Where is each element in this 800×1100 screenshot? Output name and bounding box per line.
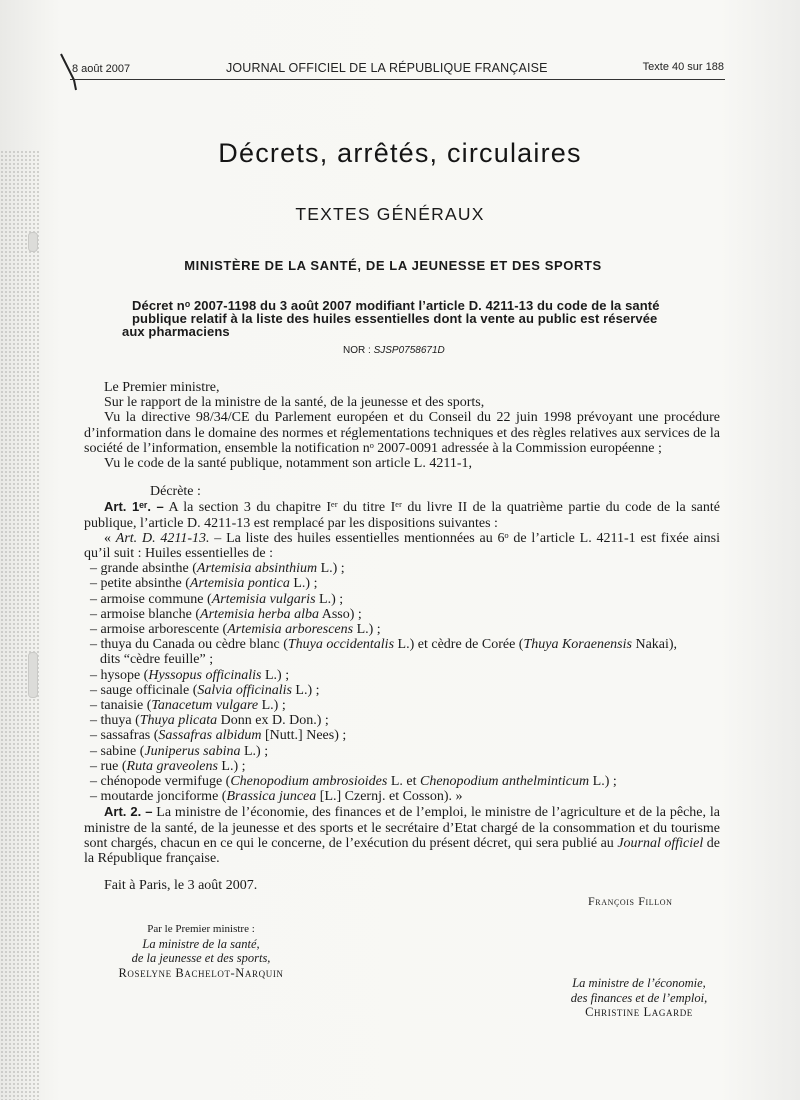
list-item: – tanaisie (Tanacetum vulgare L.) ;	[90, 698, 286, 714]
latin-name: Thuya plicata	[139, 713, 218, 729]
signatory-prime-minister: François Fillon	[588, 894, 673, 908]
article-1-text: A la section 3 du chapitre Iᵉʳ du titre Iᵉʳ du livre II de la quatrième partie du code de la santé publique, l’article D. 4211-13 est remplacé par les dispositions suivantes :	[84, 500, 720, 531]
article-2-journal: Journal officiel	[617, 835, 704, 851]
decree-title	[122, 299, 722, 338]
decree-title-line: Décret nᵒ 2007-1198 du 3 août 2007 modifiant l’article D. 4211-13 du code de la santé	[132, 298, 660, 313]
decree-title-line: aux pharmaciens	[122, 324, 230, 339]
latin-name: Brassica juncea	[226, 789, 317, 805]
latin-name: Artemisia absinthium	[196, 561, 318, 577]
oil-list	[84, 561, 720, 637]
article-2: Art. 2. – La ministre de l’économie, des finances et de l’emploi, le ministre de l’agriculture et de la pêche, la ministre de la santé, de la jeunesse et des sports et le secrétaire d’Etat chargé de la consommation et du tourisme sont chargés, chacun en ce qui le concerne, de l’exécution du présent décret, qui sera publié au Journal officiel de la République française.	[84, 804, 720, 867]
header-text-number: Texte 40 sur 188	[642, 61, 724, 73]
list-item: – petite absinthe (Artemisia pontica L.) ;	[90, 576, 318, 592]
quote-text: – La liste des huiles essentielles mentionnées au 6ᵒ de l’article L. 4211-1 est fixée ainsi qu’il suit : Huiles essentielles de :	[84, 530, 721, 562]
preamble-paragraph: Vu le code de la santé publique, notamment son article L. 4211-1,	[104, 456, 472, 472]
header-journal: JOURNAL OFFICIEL DE LA RÉPUBLIQUE FRANÇAISE	[226, 61, 548, 75]
signature-block-health	[96, 922, 306, 980]
list-item: – chénopode vermifuge (Chenopodium ambrosioides L. et Chenopodium anthelminticum L.) ;	[90, 774, 617, 790]
signatory-name: Roselyne Bachelot-Narquin	[118, 965, 284, 980]
list-item: – armoise arborescente (Artemisia arborescens L.) ;	[90, 622, 381, 638]
latin-name: Artemisia pontica	[189, 576, 290, 592]
list-item: – grande absinthe (Artemisia absinthium L.) ;	[90, 561, 345, 577]
latin-name: Tanacetum vulgare	[151, 698, 259, 714]
article-2-text: La ministre de l’économie, des finances et de l’emploi, le ministre de l’agriculture et de la pêche, la ministre de la santé, de la jeunesse et des sports et le secrétaire d’Etat chargé de la consommation et du tourisme sont chargés, chacun en ce qui le concerne, de l’exécution du présent décret, qui sera publié au	[84, 805, 720, 851]
quote-article-ref: Art. D. 4211-13.	[115, 530, 210, 546]
decrete-line: Décrète :	[150, 484, 201, 500]
preamble-paragraph: Le Premier ministre,	[104, 380, 220, 395]
decree-title-line: publique relatif à la liste des huiles essentielles dont la vente au public est réservée	[132, 311, 658, 326]
latin-name: Juniperus sabina	[144, 743, 241, 759]
preamble-paragraph: Sur le rapport de la ministre de la santé, de la jeunesse et des sports,	[104, 395, 485, 411]
list-item: – armoise commune (Artemisia vulgaris L.) ;	[90, 591, 344, 607]
list-item: – rue (Ruta graveolens L.) ;	[90, 758, 246, 774]
latin-name: Hyssopus officinalis	[148, 667, 262, 683]
quote-open: «	[104, 530, 116, 546]
oil-list	[84, 668, 720, 774]
preamble-paragraph: Vu la directive 98/34/CE du Parlement européen et du Conseil du 22 juin 1998 prévoyant une procédure d’information dans le domaine des normes et réglementations techniques et des règles relatives aux services de la société de l’information, ensemble la notification nᵒ 2007-0091 adressée à la Commission européenne ;	[84, 410, 720, 456]
ministry-heading: MINISTÈRE DE LA SANTÉ, DE LA JEUNESSE ET DES SPORTS	[184, 258, 602, 273]
list-item: – sauge officinale (Salvia officinalis L.) ;	[90, 682, 320, 698]
signature-role: La ministre de la santé,	[142, 936, 260, 951]
oil-list	[84, 789, 720, 804]
signatory-name: Christine Lagarde	[585, 1005, 693, 1019]
punch-hole	[28, 652, 38, 698]
article-1	[84, 499, 720, 530]
latin-name: Sassafras albidum	[158, 728, 262, 744]
list-item-continuation: dits “cèdre feuille” ;	[100, 652, 214, 668]
signature-role: des finances et de l’emploi,	[570, 990, 708, 1005]
section-title: TEXTES GÉNÉRAUX	[295, 204, 485, 224]
list-item: – sabine (Juniperus sabina L.) ;	[90, 743, 269, 759]
latin-name: Artemisia herba alba	[200, 606, 320, 622]
latin-name: Artemisia vulgaris	[211, 591, 316, 607]
nor-code: SJSP0758671D	[373, 345, 445, 356]
latin-name: Salvia officinalis	[197, 682, 292, 698]
signing-place-date: Fait à Paris, le 3 août 2007.	[104, 878, 258, 893]
article-1-label: Art. 1ᵉʳ. –	[104, 499, 164, 515]
signature-role: La ministre de l’économie,	[572, 976, 706, 990]
decree-body	[84, 380, 720, 866]
list-item: – thuya du Canada ou cèdre blanc (Thuya occidentalis L.) et cèdre de Corée (Thuya Koraenensis Nakai),	[90, 637, 678, 653]
header-rule	[70, 79, 725, 80]
list-item: – armoise blanche (Artemisia herba alba Asso) ;	[90, 606, 362, 622]
list-item: – thuya (Thuya plicata Donn ex D. Don.) ;	[90, 713, 329, 729]
signature-role: de la jeunesse et des sports,	[131, 951, 271, 965]
signature-block-economy	[550, 976, 728, 1020]
list-item: – moutarde jonciforme (Brassica juncea [L.] Czernj. et Cosson). »	[90, 789, 463, 805]
scan-dither-strip	[0, 150, 40, 1100]
article-2-label: Art. 2. –	[104, 804, 153, 820]
nor-label: NOR :	[343, 345, 371, 356]
latin-name: Artemisia arborescens	[227, 622, 354, 638]
header-date: 8 août 2007	[72, 63, 131, 75]
list-item: – hysope (Hyssopus officinalis L.) ;	[90, 667, 290, 683]
list-item: – sassafras (Sassafras albidum [Nutt.] Nees) ;	[90, 728, 347, 744]
page-title: Décrets, arrêtés, circulaires	[218, 138, 582, 168]
page-header	[72, 61, 724, 79]
punch-hole	[28, 232, 38, 252]
nor-reference	[343, 345, 445, 356]
latin-name: Ruta graveolens	[126, 758, 218, 774]
signature-intro: Par le Premier ministre :	[147, 923, 255, 935]
article-1-quote	[84, 531, 720, 561]
